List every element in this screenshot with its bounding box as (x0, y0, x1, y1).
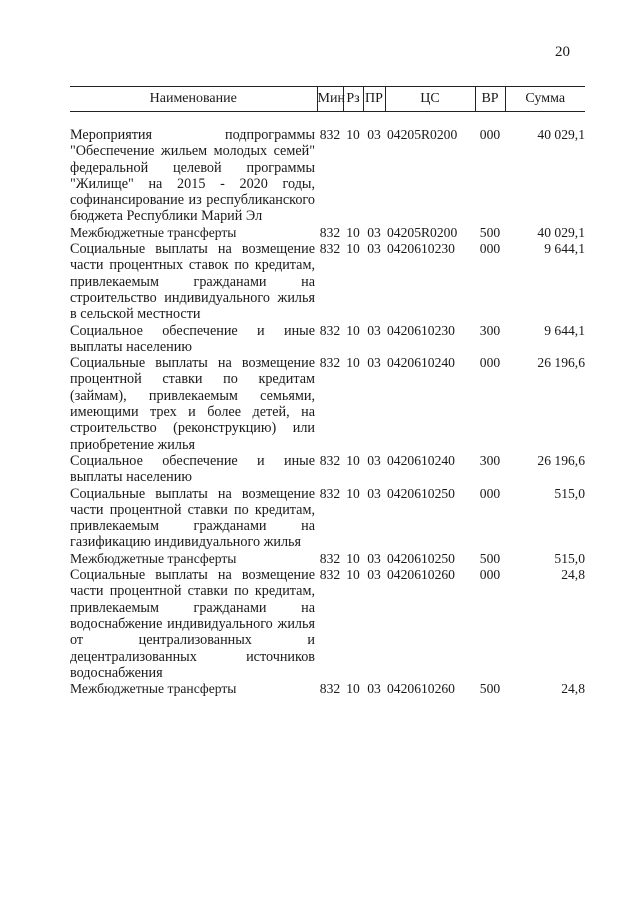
header-rz: Рз (343, 87, 363, 112)
table-row (70, 453, 585, 486)
row-vr: 000 (479, 355, 501, 371)
row-pr: 03 (367, 241, 381, 257)
row-sum: 515,0 (554, 485, 585, 501)
row-min: 832 (319, 452, 341, 468)
row-cs: 0420610230 (387, 241, 455, 257)
row-cs: 0420610250 (387, 550, 455, 566)
row-sum: 515,0 (554, 550, 585, 566)
row-rz: 10 (346, 485, 360, 501)
row-vr: 000 (479, 485, 501, 501)
row-name: Социальные выплаты на возмещение процентной ставки по кредитам (займам), привлекаемым семьями, имеющими трех и более детей, на строительство (реконструкцию) или приобретение жилья (70, 355, 315, 453)
row-min: 832 (319, 241, 341, 257)
row-rz: 10 (346, 355, 360, 371)
row-pr: 03 (367, 355, 381, 371)
row-vr: 000 (479, 241, 501, 257)
row-pr: 03 (367, 485, 381, 501)
row-vr: 000 (479, 127, 501, 142)
row-min: 832 (319, 127, 341, 142)
row-sum: 40 029,1 (537, 127, 585, 142)
row-name: Социальное обеспечение и иные выплаты населению (70, 322, 315, 355)
row-rz: 10 (346, 224, 360, 240)
table-body (70, 112, 585, 698)
row-sum: 26 196,6 (537, 355, 585, 371)
header-min: Мин (317, 87, 343, 112)
row-vr: 500 (479, 224, 501, 240)
row-sum: 40 029,1 (537, 224, 585, 240)
row-name: Мероприятия подпрограммы "Обеспечение жильем молодых семей" федеральной целевой программы "Жилище" на 2015 - 2020 годы, софинансирование из республиканского бюджета Республики Марий Эл (70, 127, 315, 225)
row-min: 832 (319, 681, 341, 697)
row-cs: 0420610230 (387, 322, 455, 338)
row-cs: 0420610260 (387, 567, 455, 583)
row-pr: 03 (367, 567, 381, 583)
row-name: Социальное обеспечение и иные выплаты населению (70, 452, 315, 486)
row-pr: 03 (367, 452, 381, 468)
table-header (70, 87, 585, 112)
row-sum: 9 644,1 (544, 322, 585, 338)
table-row (70, 225, 585, 241)
row-vr: 500 (479, 681, 501, 697)
row-sum: 9 644,1 (544, 241, 585, 257)
row-min: 832 (319, 485, 341, 501)
table-row (70, 681, 585, 697)
row-pr: 03 (367, 224, 381, 240)
table-row (70, 551, 585, 567)
row-rz: 10 (346, 567, 360, 583)
row-pr: 03 (367, 550, 381, 566)
header-pr: ПР (363, 87, 385, 112)
table-row (70, 486, 585, 551)
row-name: Межбюджетные трансферты (70, 681, 237, 697)
row-cs: 0420610240 (387, 355, 455, 371)
row-rz: 10 (346, 127, 360, 142)
row-rz: 10 (346, 322, 360, 338)
row-rz: 10 (346, 241, 360, 257)
row-sum: 24,8 (561, 567, 585, 583)
row-name: Социальные выплаты на возмещение части процентной ставки по кредитам, привлекаемым гражданами на водоснабжение индивидуального жилья от централизованных и децентрализованных источников водоснабжения (70, 567, 315, 681)
row-sum: 24,8 (561, 681, 585, 697)
header-vr: ВР (475, 87, 505, 112)
row-name: Социальные выплаты на возмещение части процентной ставки по кредитам, привлекаемым гражданами на газификацию индивидуального жилья (70, 485, 315, 551)
row-cs: 04205R0200 (387, 127, 458, 142)
row-vr: 000 (479, 567, 501, 583)
row-pr: 03 (367, 322, 381, 338)
row-sum: 26 196,6 (537, 452, 585, 468)
row-vr: 300 (479, 322, 501, 338)
table-row (70, 127, 585, 225)
header-name: Наименование (70, 87, 317, 112)
row-cs: 04205R0200 (387, 224, 458, 240)
row-rz: 10 (346, 452, 360, 468)
header-cs: ЦС (385, 87, 475, 112)
row-min: 832 (319, 567, 341, 583)
table-row (70, 241, 585, 322)
row-name: Межбюджетные трансферты (70, 550, 237, 566)
table-row (70, 323, 585, 356)
row-pr: 03 (367, 681, 381, 697)
row-min: 832 (319, 550, 341, 566)
row-rz: 10 (346, 681, 360, 697)
row-cs: 0420610260 (387, 681, 455, 697)
table-row (70, 567, 585, 681)
row-cs: 0420610240 (387, 452, 455, 468)
page-number: 20 (555, 44, 570, 60)
row-vr: 500 (479, 550, 501, 566)
budget-table (70, 86, 585, 697)
row-min: 832 (319, 322, 341, 338)
row-min: 832 (319, 224, 341, 240)
table-row (70, 355, 585, 453)
row-rz: 10 (346, 550, 360, 566)
row-name: Социальные выплаты на возмещение части процентных ставок по кредитам, привлекаемым гражданами на строительство индивидуального жилья в сельской местности (70, 241, 315, 323)
row-cs: 0420610250 (387, 485, 455, 501)
row-min: 832 (319, 355, 341, 371)
row-pr: 03 (367, 127, 381, 142)
header-sum: Сумма (505, 87, 585, 112)
row-vr: 300 (479, 452, 501, 468)
row-name: Межбюджетные трансферты (70, 224, 237, 240)
